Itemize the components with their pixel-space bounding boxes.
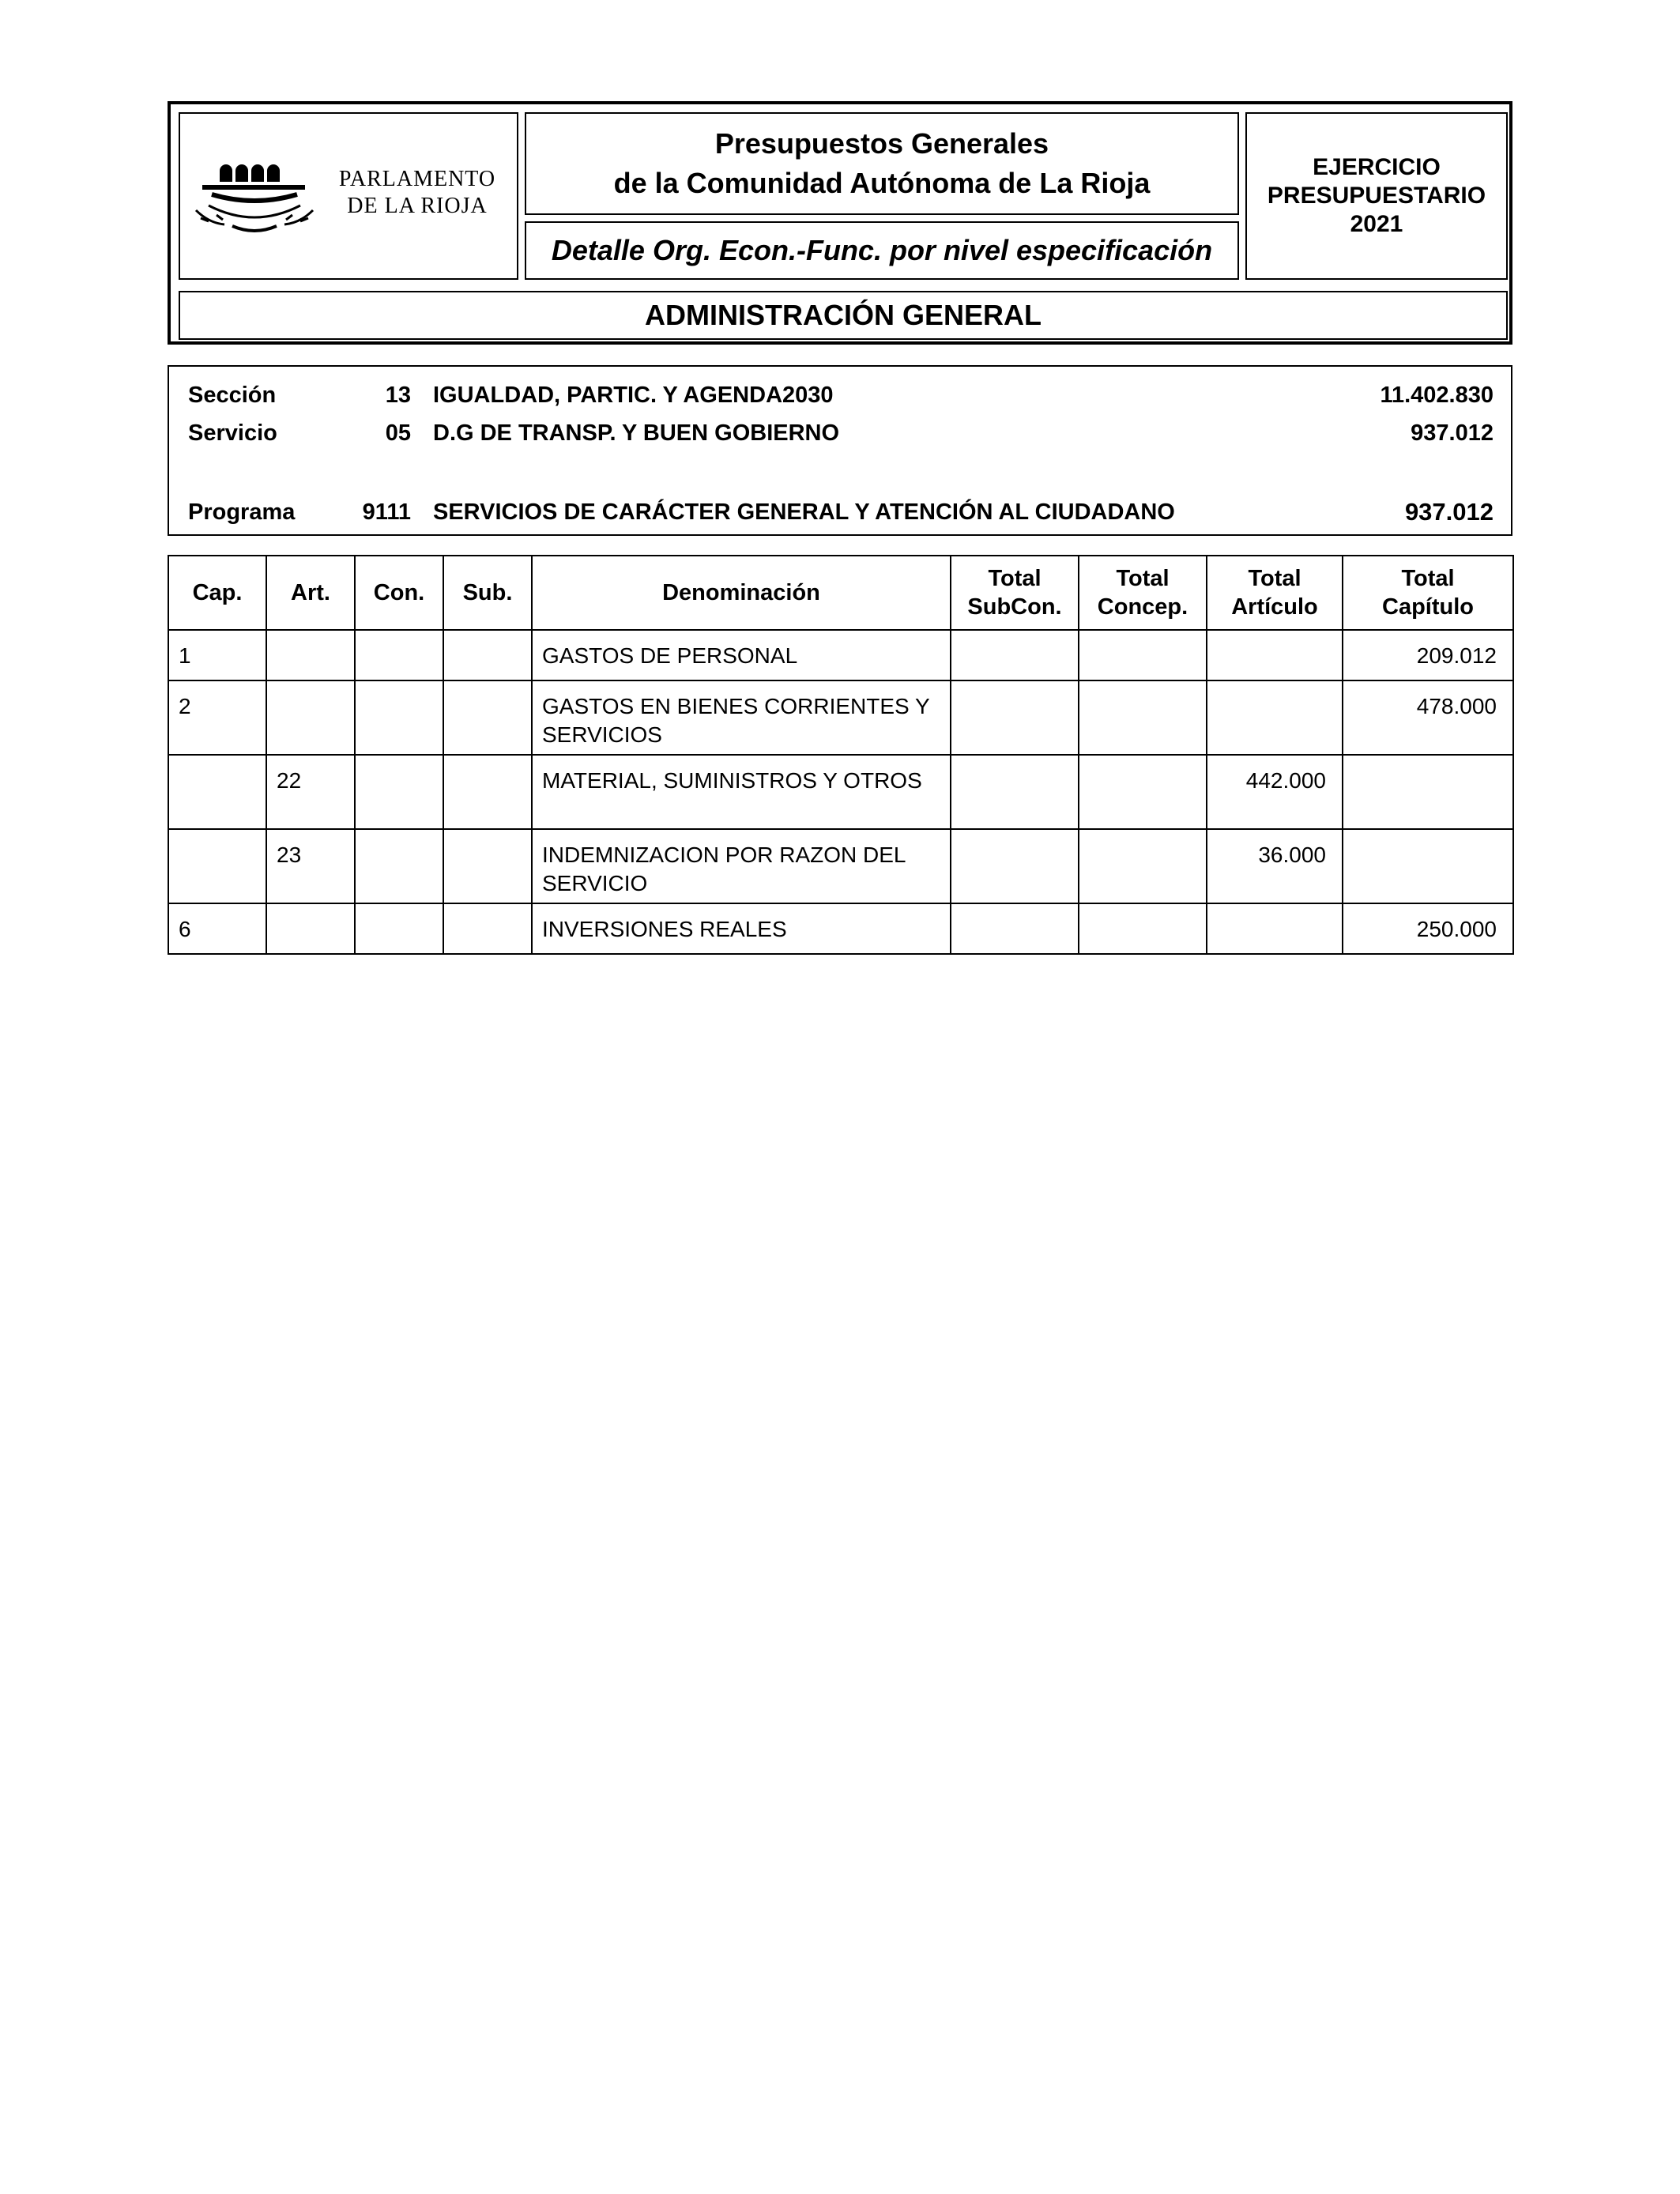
seccion-code: 13 <box>385 383 411 408</box>
cell-total-subcon <box>951 680 1079 755</box>
col-header-art: Art. <box>266 556 355 630</box>
cell-art: 22 <box>266 755 355 829</box>
cell-art: 23 <box>266 829 355 903</box>
cell-con <box>355 903 443 954</box>
table-row <box>168 680 1513 755</box>
parliament-logo-icon <box>185 147 324 242</box>
cell-art <box>266 680 355 755</box>
table-row <box>168 829 1513 903</box>
cell-total-concep <box>1079 680 1207 755</box>
col-header-con: Con. <box>355 556 443 630</box>
logo-caption <box>324 166 510 220</box>
header-text: Artículo <box>1231 594 1318 620</box>
col-header-cap: Cap. <box>168 556 266 630</box>
title-line-1: Presupuestos Generales <box>714 127 1049 160</box>
logo-panel <box>179 112 518 280</box>
year-line-2: PRESUPUESTARIO <box>1267 183 1486 209</box>
cell-con <box>355 755 443 829</box>
seccion-label: Sección <box>188 383 277 408</box>
year-line-1: EJERCICIO <box>1313 154 1441 180</box>
document-subtitle: Detalle Org. Econ.-Func. por nivel especificación <box>551 234 1213 266</box>
admin-title: ADMINISTRACIÓN GENERAL <box>645 299 1042 331</box>
logo-text-line-1: PARLAMENTO <box>338 167 496 191</box>
cell-total-capitulo <box>1343 829 1513 903</box>
cell-total-capitulo <box>1343 755 1513 829</box>
table-row <box>168 630 1513 680</box>
cell-total-articulo: 442.000 <box>1207 755 1343 829</box>
cell-sub <box>443 680 532 755</box>
logo-text-line-2: DE LA RIOJA <box>347 194 488 218</box>
seccion-amount: 11.402.830 <box>1380 383 1494 408</box>
cell-denominacion: GASTOS DE PERSONAL <box>532 630 951 680</box>
servicio-row <box>169 417 1511 449</box>
cell-total-subcon <box>951 755 1079 829</box>
cell-total-articulo <box>1207 630 1343 680</box>
budget-table <box>168 555 1514 955</box>
cell-total-capitulo: 209.012 <box>1343 630 1513 680</box>
fiscal-year: 2021 <box>1350 211 1403 237</box>
programa-description: SERVICIOS DE CARÁCTER GENERAL Y ATENCIÓN AL CIUDADANO <box>433 499 1175 525</box>
col-header-total-articulo <box>1207 556 1343 630</box>
cell-cap: 1 <box>168 630 266 680</box>
cell-total-concep <box>1079 829 1207 903</box>
header-text: Concep. <box>1097 594 1188 620</box>
header-text: Total <box>1248 566 1301 591</box>
cell-total-subcon <box>951 630 1079 680</box>
servicio-description: D.G DE TRANSP. Y BUEN GOBIERNO <box>433 420 840 446</box>
col-header-total-concep <box>1079 556 1207 630</box>
cell-cap: 6 <box>168 903 266 954</box>
servicio-label: Servicio <box>188 420 277 446</box>
table-row <box>168 903 1513 954</box>
title-line-2: de la Comunidad Autónoma de La Rioja <box>613 167 1151 199</box>
cell-art <box>266 630 355 680</box>
cell-con <box>355 829 443 903</box>
servicio-amount: 937.012 <box>1411 420 1494 446</box>
cell-con <box>355 630 443 680</box>
seccion-row <box>169 379 1511 411</box>
table-header-row <box>168 556 1513 630</box>
cell-total-capitulo: 478.000 <box>1343 680 1513 755</box>
title-panel <box>525 112 1239 215</box>
cell-art <box>266 903 355 954</box>
document-header <box>168 101 1512 345</box>
col-header-denominacion: Denominación <box>532 556 951 630</box>
cell-total-subcon <box>951 829 1079 903</box>
seccion-description: IGUALDAD, PARTIC. Y AGENDA2030 <box>433 383 834 408</box>
cell-sub <box>443 755 532 829</box>
cell-total-subcon <box>951 903 1079 954</box>
cell-sub <box>443 903 532 954</box>
header-text: SubCon. <box>967 594 1062 620</box>
header-text: Total <box>1401 566 1455 591</box>
cell-total-articulo: 36.000 <box>1207 829 1343 903</box>
cell-denominacion: INDEMNIZACION POR RAZON DEL SERVICIO <box>532 829 951 903</box>
fiscal-year-panel <box>1245 112 1508 280</box>
cell-total-capitulo: 250.000 <box>1343 903 1513 954</box>
admin-title-panel <box>179 291 1508 340</box>
cell-denominacion: MATERIAL, SUMINISTROS Y OTROS <box>532 755 951 829</box>
cell-cap <box>168 829 266 903</box>
servicio-code: 05 <box>385 420 411 446</box>
col-header-total-subcon <box>951 556 1079 630</box>
table-row <box>168 755 1513 829</box>
subtitle-panel <box>525 221 1239 280</box>
classification-box <box>168 365 1512 536</box>
header-text: Capítulo <box>1382 594 1474 620</box>
cell-con <box>355 680 443 755</box>
col-header-total-capitulo <box>1343 556 1513 630</box>
cell-total-concep <box>1079 630 1207 680</box>
cell-cap: 2 <box>168 680 266 755</box>
cell-denominacion: INVERSIONES REALES <box>532 903 951 954</box>
programa-label: Programa <box>188 499 296 525</box>
cell-sub <box>443 630 532 680</box>
programa-row <box>169 496 1511 528</box>
header-text: Total <box>988 566 1042 591</box>
col-header-sub: Sub. <box>443 556 532 630</box>
cell-total-articulo <box>1207 903 1343 954</box>
cell-denominacion: GASTOS EN BIENES CORRIENTES Y SERVICIOS <box>532 680 951 755</box>
cell-total-articulo <box>1207 680 1343 755</box>
header-text: Total <box>1116 566 1170 591</box>
cell-sub <box>443 829 532 903</box>
cell-total-concep <box>1079 755 1207 829</box>
programa-amount: 937.012 <box>1404 498 1494 526</box>
cell-cap <box>168 755 266 829</box>
programa-code: 9111 <box>362 499 411 525</box>
cell-total-concep <box>1079 903 1207 954</box>
